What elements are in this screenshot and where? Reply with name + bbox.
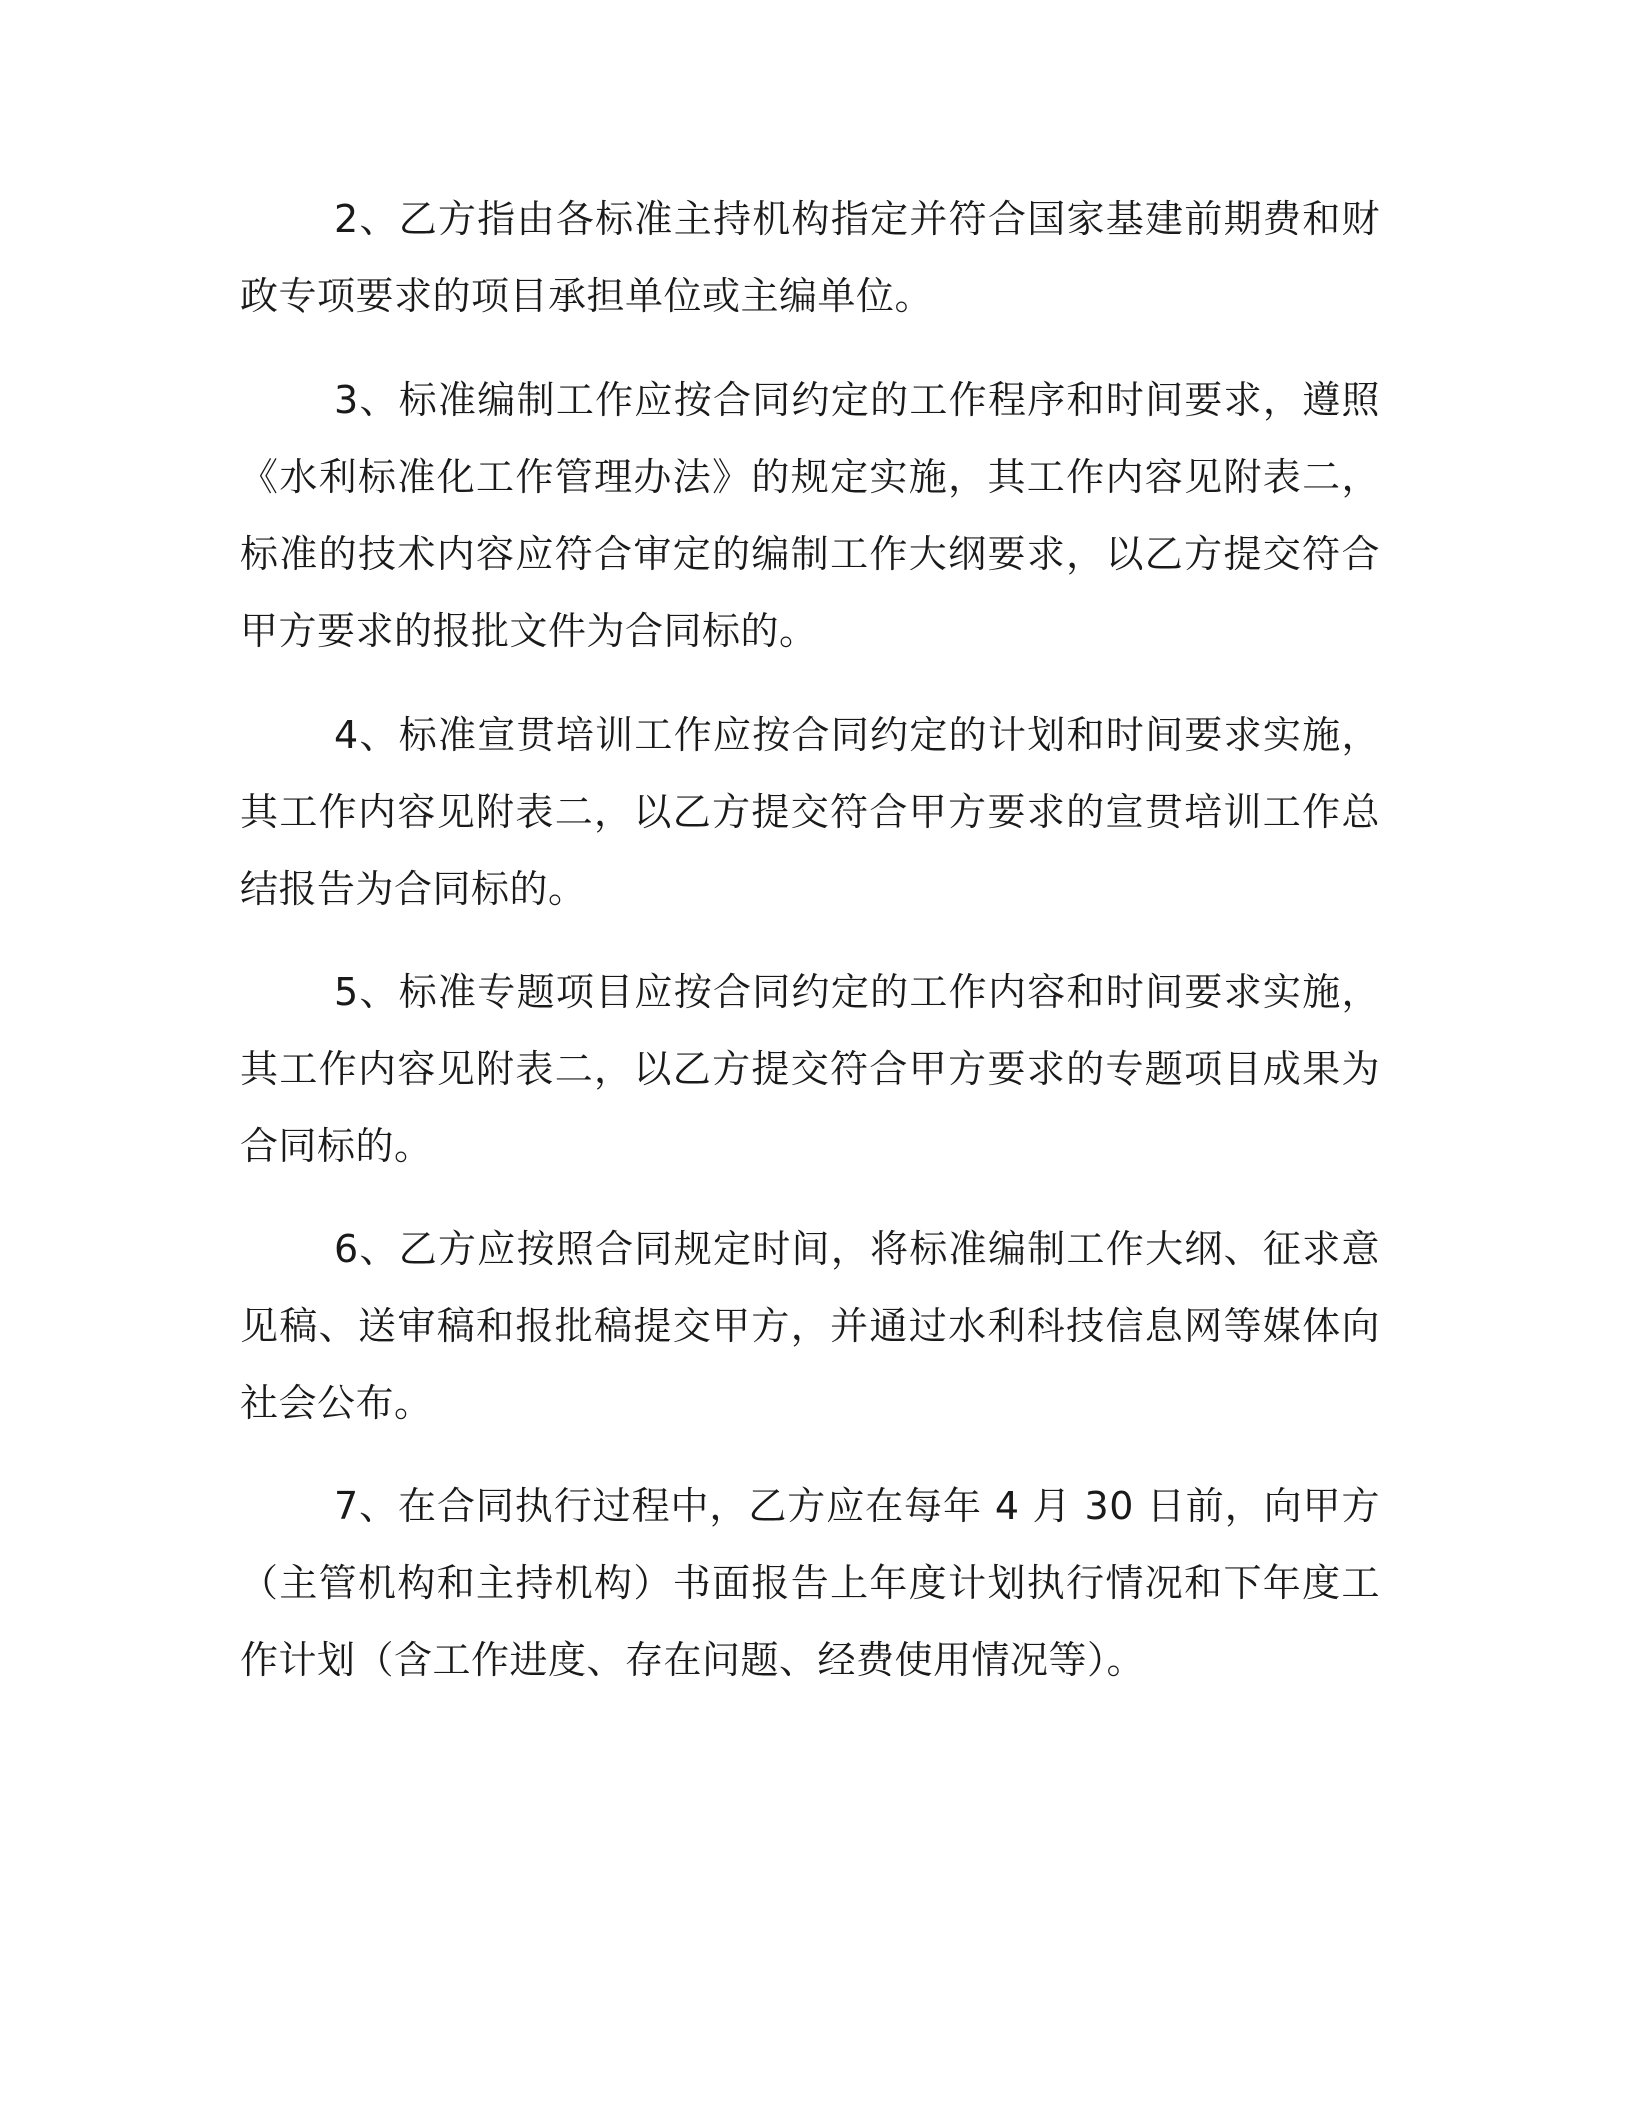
paragraph-5: 5、标准专题项目应按合同约定的工作内容和时间要求实施，其工作内容见附表二，以乙方提交符合甲方要求的专题项目成果为合同标的。 — [240, 970, 1380, 1168]
paragraph-2: 2、乙方指由各标准主持机构指定并符合国家基建前期费和财政专项要求的项目承担单位或主编单位。 — [240, 197, 1380, 318]
paragraph-6: 6、乙方应按照合同规定时间，将标准编制工作大纲、征求意见稿、送审稿和报批稿提交甲方，并通过水利科技信息网等媒体向社会公布。 — [240, 1227, 1380, 1425]
paragraph-7: 7、在合同执行过程中，乙方应在每年 4 月 30 日前，向甲方（主管机构和主持机构）书面报告上年度计划执行情况和下年度工作计划（含工作进度、存在问题、经费使用情况等）。 — [240, 1484, 1380, 1682]
paragraph-3: 3、标准编制工作应按合同约定的工作程序和时间要求，遵照《水利标准化工作管理办法》的规定实施，其工作内容见附表二，标准的技术内容应符合审定的编制工作大纲要求，以乙方提交符合甲方要求的报批文件为合同标的。 — [240, 378, 1380, 653]
paragraph-4: 4、标准宣贯培训工作应按合同约定的计划和时间要求实施，其工作内容见附表二，以乙方提交符合甲方要求的宣贯培训工作总结报告为合同标的。 — [240, 713, 1380, 911]
